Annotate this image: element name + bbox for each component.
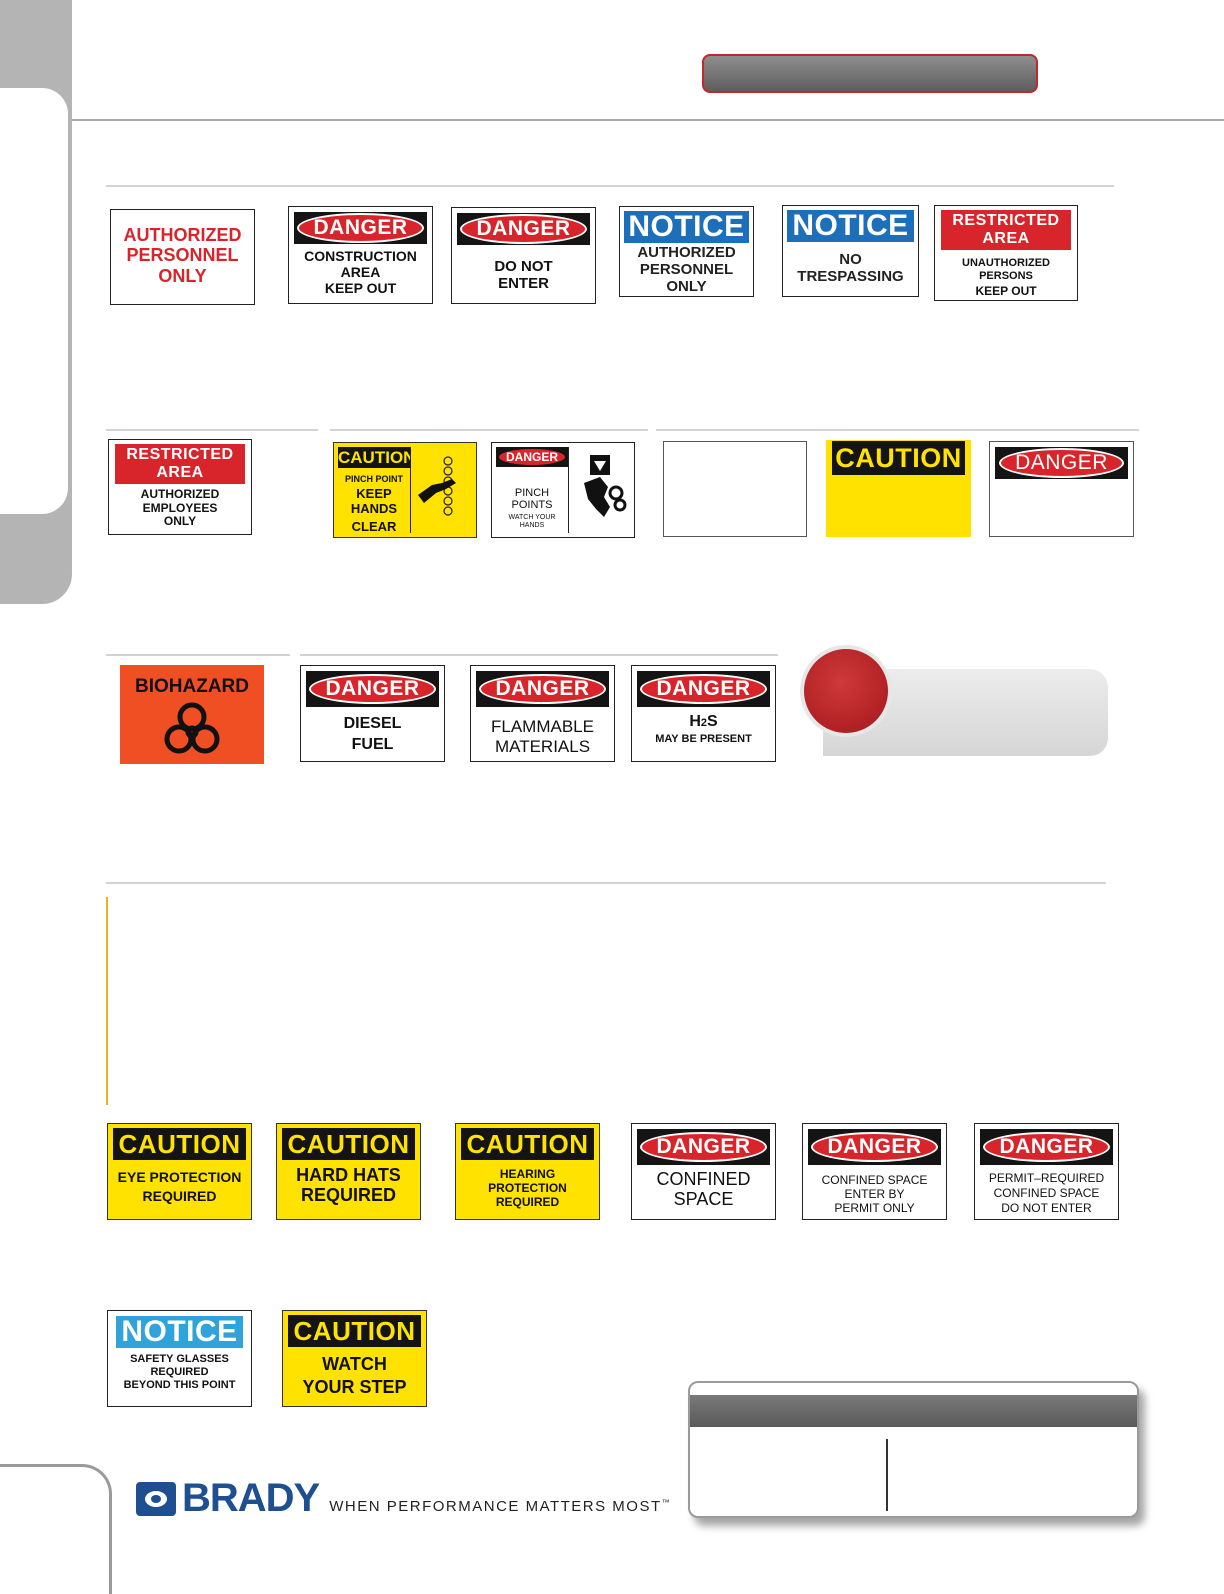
sign-header	[808, 1129, 941, 1165]
h2s-h: H	[689, 713, 701, 730]
section-rule	[106, 654, 290, 656]
sign-authorized-personnel	[110, 209, 255, 305]
sign-text: KEEP HANDS	[350, 486, 398, 516]
sign-text: FLAMMABLE	[491, 717, 594, 736]
restricted-header-line: RESTRICTED	[952, 212, 1060, 229]
sign-text: ONLY	[666, 277, 707, 295]
caution-header: CAUTION	[338, 448, 416, 467]
sign-header	[995, 447, 1128, 479]
sign-safety-glasses	[107, 1310, 252, 1407]
sign-text: HEARING	[499, 1167, 556, 1181]
sign-danger-pinch-points	[491, 442, 635, 538]
sign-text: ENTER	[498, 274, 549, 292]
restricted-header	[115, 444, 245, 484]
sign-flammable-materials	[470, 665, 615, 762]
sign-text: CONSTRUCTION	[304, 248, 417, 264]
sign-text: SAFETY GLASSES	[130, 1353, 229, 1365]
sign-do-not-enter	[451, 207, 596, 304]
sign-header	[294, 212, 427, 244]
h2s-subscript: 2	[700, 717, 707, 729]
sign-text: CONFINED SPACE	[821, 1173, 928, 1187]
sign-danger-blank	[989, 441, 1134, 537]
sign-text: PINCH POINT	[344, 474, 403, 484]
sign-hearing-protection	[455, 1123, 600, 1220]
sign-text: AUTHORIZED	[637, 244, 736, 261]
sign-text: AUTHORIZED	[123, 225, 242, 245]
sign-text: CONFINED SPACE	[993, 1186, 1100, 1200]
sign-text: PROTECTION	[488, 1181, 567, 1195]
sign-text: AREA	[340, 263, 381, 280]
sign-header	[457, 213, 590, 245]
restricted-header	[941, 210, 1071, 250]
sign-text: KEEP OUT	[324, 279, 397, 296]
sign-text: NO	[839, 251, 862, 268]
restricted-header-line: AREA	[156, 464, 204, 482]
sign-text: PINCH POINTS	[511, 487, 553, 512]
danger-oval: DANGER	[297, 213, 423, 243]
brand-name: BRADY	[182, 1476, 320, 1520]
info-box	[688, 1381, 1139, 1518]
sign-text: REQUIRED	[495, 1195, 560, 1209]
header-rule	[72, 119, 1224, 121]
sign-text: ENTER BY	[844, 1187, 905, 1201]
sign-text: PERSONNEL	[126, 245, 239, 266]
sign-text: KEEP OUT	[975, 284, 1037, 298]
sign-header	[637, 1129, 770, 1165]
sign-text: CLEAR	[351, 518, 397, 534]
hand-crush-icon	[568, 447, 632, 533]
caution-header: CAUTION	[282, 1128, 415, 1160]
sign-restricted-unauthorized	[934, 205, 1078, 301]
sign-header	[980, 1129, 1113, 1165]
danger-oval: DANGER	[309, 674, 435, 704]
sign-text: DIESEL	[343, 715, 402, 732]
sign-header	[476, 671, 609, 707]
brand-logo	[136, 1476, 672, 1520]
danger-oval: DANGER	[640, 1132, 766, 1162]
danger-oval: DANGER	[640, 674, 766, 704]
caution-header: CAUTION	[461, 1128, 594, 1160]
danger-oval: DANGER	[811, 1132, 937, 1162]
restricted-header-line: RESTRICTED	[126, 446, 234, 463]
h2s-s: S	[707, 713, 718, 730]
sign-permit-required	[974, 1123, 1119, 1220]
highlight-circle-icon	[800, 645, 892, 737]
notice-header: NOTICE	[787, 210, 914, 242]
sign-text: SPACE	[673, 1189, 734, 1209]
restricted-header-line: AREA	[982, 230, 1030, 248]
sign-eye-protection	[107, 1123, 252, 1220]
brand-tagline-text: WHEN PERFORMANCE MATTERS MOST	[329, 1498, 662, 1515]
caution-header: CAUTION	[832, 441, 965, 475]
sign-text: REQUIRED	[150, 1366, 209, 1378]
gold-accent-rule	[106, 897, 108, 1105]
bottom-tab	[0, 1464, 112, 1594]
section-rule	[106, 882, 1106, 884]
sign-text: PERMIT–REQUIRED	[988, 1171, 1105, 1185]
sign-text: BIOHAZARD	[135, 676, 249, 697]
sign-text: YOUR STEP	[302, 1377, 407, 1397]
sign-text: DO NOT ENTER	[1001, 1201, 1092, 1215]
sign-text: REQUIRED	[142, 1188, 217, 1204]
biohazard-icon	[162, 701, 222, 759]
sign-watch-step	[282, 1310, 427, 1407]
info-box-header	[690, 1395, 1137, 1427]
sign-header	[637, 671, 770, 707]
sign-text: BEYOND THIS POINT	[123, 1379, 236, 1391]
sign-text: FUEL	[351, 736, 394, 753]
sign-blank	[663, 441, 807, 537]
brady-logo-icon	[136, 1482, 176, 1516]
sign-confined-space	[631, 1123, 776, 1220]
section-rule	[330, 429, 648, 431]
sign-text: UNAUTHORIZED PERSONS	[962, 257, 1050, 282]
danger-oval: DANGER	[460, 214, 586, 244]
sign-text: MATERIALS	[494, 737, 591, 756]
sign-diesel-fuel	[300, 665, 445, 762]
section-rule	[106, 429, 318, 431]
sign-h2s	[631, 665, 776, 762]
danger-oval: DANGER	[999, 448, 1124, 478]
sign-text: ONLY	[158, 265, 207, 286]
sign-construction-area	[288, 206, 433, 304]
sign-text: MAY BE PRESENT	[655, 733, 752, 746]
pinch-point-icon	[410, 447, 474, 533]
sign-text: WATCH YOUR HANDS	[508, 513, 556, 529]
sign-text: PERMIT ONLY	[834, 1201, 915, 1215]
section-rule	[656, 429, 1139, 431]
sign-hard-hats	[276, 1123, 421, 1220]
sign-notice-no-trespassing	[782, 205, 919, 297]
trademark-symbol: ™	[661, 1498, 672, 1507]
caution-header: CAUTION	[288, 1315, 421, 1347]
sign-text: WATCH	[322, 1354, 387, 1374]
caution-header: CAUTION	[113, 1128, 246, 1160]
sign-text: HARD HATS	[296, 1165, 401, 1185]
danger-oval: DANGER	[479, 674, 605, 704]
sign-header	[306, 671, 439, 707]
sign-restricted-employees	[108, 439, 252, 535]
sign-caution-pinch-point	[333, 442, 477, 538]
header-pill	[702, 54, 1038, 93]
danger-oval: DANGER	[499, 449, 565, 465]
sign-text: AUTHORIZED	[140, 487, 220, 502]
sign-text: DO NOT	[494, 258, 553, 275]
sign-notice-authorized	[619, 206, 754, 297]
sign-text: CONFINED	[656, 1169, 751, 1189]
sign-text	[632, 713, 775, 731]
notice-header: NOTICE	[624, 211, 749, 243]
sign-text: TRESPASSING	[797, 267, 904, 285]
sign-confined-permit	[802, 1123, 947, 1220]
sign-text: PERSONNEL	[639, 260, 734, 278]
notice-header: NOTICE	[116, 1316, 243, 1348]
brand-tagline	[329, 1494, 671, 1516]
side-tab-inner	[0, 88, 68, 514]
sign-caution-blank	[826, 440, 971, 537]
sign-text: EYE PROTECTION	[117, 1169, 242, 1185]
sign-text: REQUIRED	[300, 1185, 396, 1205]
danger-oval: DANGER	[983, 1132, 1109, 1162]
sign-text: ONLY	[163, 514, 197, 529]
sign-text: EMPLOYEES	[142, 500, 218, 515]
info-box-divider	[886, 1439, 888, 1511]
sign-biohazard	[120, 665, 264, 764]
section-rule	[300, 654, 778, 656]
section-rule	[106, 185, 1114, 187]
